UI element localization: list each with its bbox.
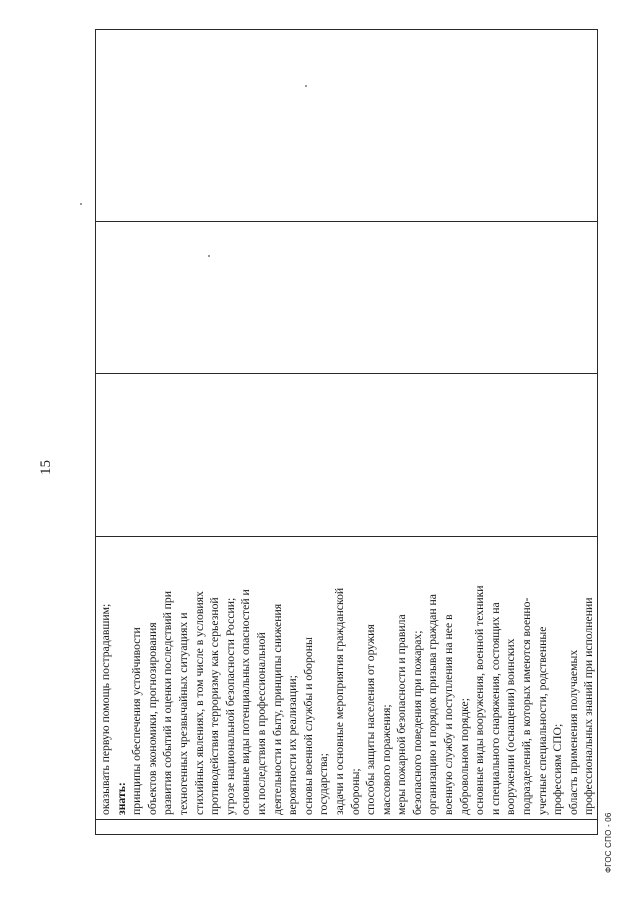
content-line: военную службу и поступления на нее в <box>442 614 456 815</box>
content-line: безопасного поведения при пожарах; <box>410 630 424 815</box>
table-cell-empty <box>96 222 598 374</box>
content-line: обороны; <box>348 768 362 815</box>
content-line: основы военной службы и обороны <box>301 637 315 815</box>
content-text <box>96 537 597 819</box>
content-line: стихийных явлениях, в том числе в условиях <box>192 591 206 815</box>
content-line: и специального снаряжения, состоящих на <box>488 602 502 815</box>
content-line: государства; <box>317 753 331 815</box>
page-number: 15 <box>38 460 54 475</box>
content-line: знать: <box>114 782 128 815</box>
standards-table <box>95 29 598 835</box>
content-line: принципы обеспечения устойчивости <box>130 627 144 815</box>
scan-speck <box>208 255 210 257</box>
table-row <box>96 30 598 835</box>
content-line: основные виды потенциальных опасностей и <box>239 589 253 815</box>
content-line: учетные специальности, родственные <box>535 626 549 815</box>
content-line: основные виды вооружения, военной техники <box>473 585 487 815</box>
table-cell-content <box>96 537 598 820</box>
content-line: массового поражения; <box>379 704 393 815</box>
content-line: оказывать первую помощь пострадавшим; <box>99 603 112 815</box>
content-line: задачи и основные мероприятия гражданской <box>332 587 346 815</box>
content-line: профессиональных знаний при исполнении <box>582 597 596 815</box>
content-line: профессиям СПО; <box>551 723 565 815</box>
content-line: организацию и порядок призыва граждан на <box>426 594 440 815</box>
content-line: вероятности их реализации; <box>286 675 300 815</box>
content-line: техногенных чрезвычайных ситуациях и <box>176 612 190 815</box>
content-line: развития событий и оценки последствий при <box>161 590 175 815</box>
table-cell-index <box>96 820 598 835</box>
content-line: подразделений, в которых имеются военно- <box>520 597 534 815</box>
scan-speck <box>80 203 82 205</box>
content-line: объектов экономики, прогнозирования <box>145 622 159 815</box>
table-cell-empty <box>96 30 598 222</box>
content-line: меры пожарной безопасности и правила <box>395 614 409 815</box>
footer-label: ФГОС СПО - 06 <box>604 812 613 873</box>
content-line: способы защиты населения от оружия <box>364 624 378 815</box>
content-line: противодействия терроризму как серьезной <box>208 597 222 815</box>
content-line: добровольном порядке; <box>457 698 471 815</box>
table-cell-empty <box>96 374 598 537</box>
content-line: угрозе национальной безопасности России; <box>223 597 237 815</box>
scan-speck <box>305 85 307 87</box>
content-line: их последствия в профессиональной <box>254 632 268 815</box>
content-line: область применения получаемых <box>566 649 580 815</box>
content-line: деятельности и быту, принципы снижения <box>270 603 284 815</box>
content-line: вооружении (оснащении) воинских <box>504 638 518 815</box>
